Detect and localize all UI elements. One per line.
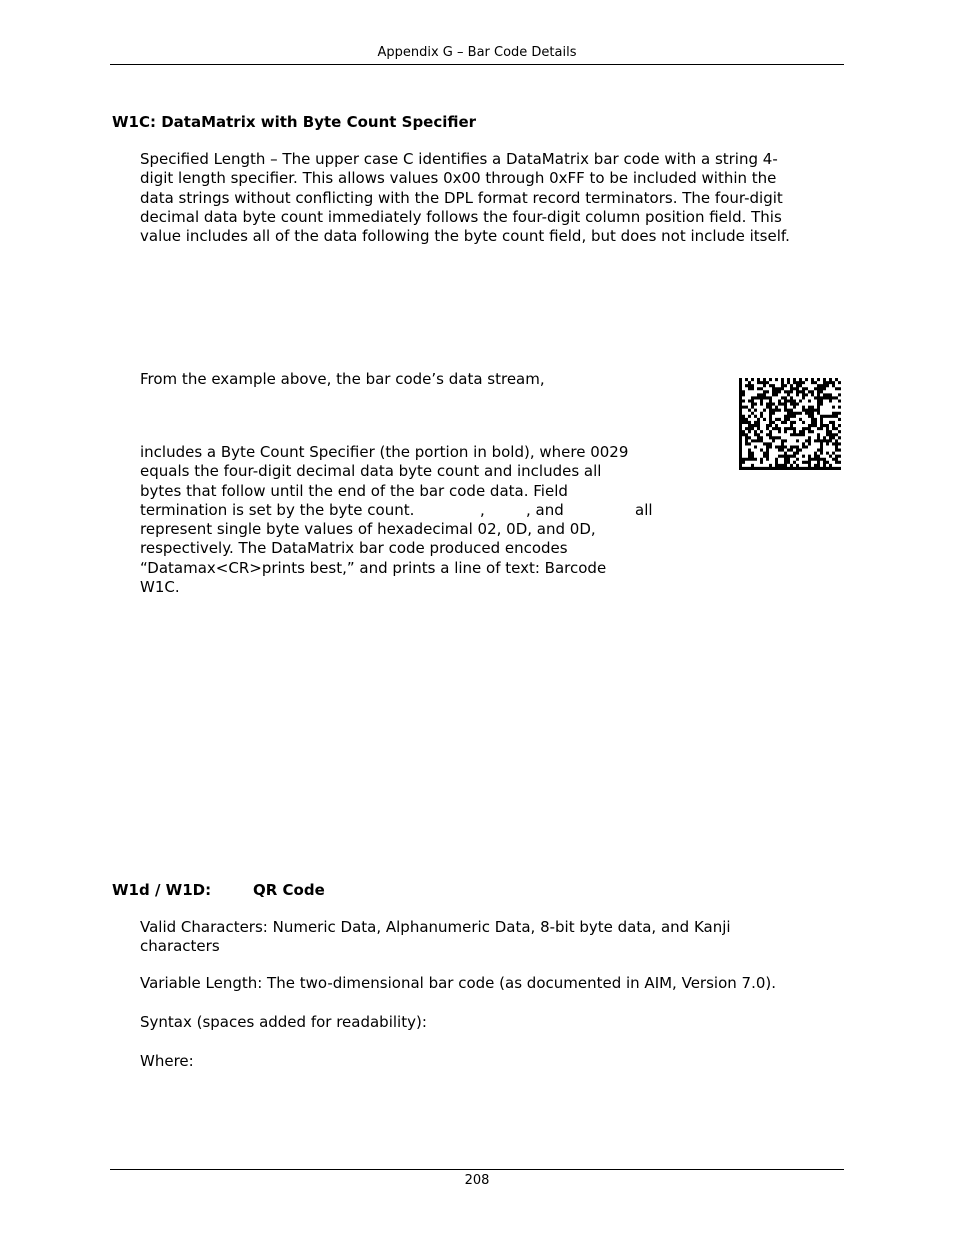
w1c-description: [140, 150, 790, 246]
explanation-line: includes a Byte Count Specifier (the portion in bold), where 0029: [140, 443, 629, 461]
explanation-line: W1C.: [140, 578, 180, 597]
example-intro: From the example above, the bar code’s data stream,: [140, 370, 545, 388]
explanation-line: “Datamax<CR>prints best,” and prints a line of text: Barcode: [140, 558, 607, 577]
inline-all: all: [635, 500, 653, 519]
explanation-line: bytes that follow until the end of the bar code data. Field: [140, 481, 568, 500]
description-line: digit length specifier. This allows values 0x00 through 0xFF to be included within the: [140, 169, 777, 188]
section-heading-w1d-code: W1d / W1D:: [112, 881, 212, 899]
valid-characters-line: characters: [140, 937, 220, 956]
datamatrix-barcode-image: [739, 378, 841, 470]
inline-comma: ,: [480, 500, 485, 519]
valid-characters: [140, 918, 731, 957]
syntax-label: Syntax (spaces added for readability):: [140, 1013, 427, 1031]
page-number: 208: [464, 1173, 490, 1188]
explanation-line: respectively. The DataMatrix bar code produced encodes: [140, 539, 568, 558]
explanation-line: represent single byte values of hexadecimal 02, 0D, and 0D,: [140, 520, 596, 539]
valid-characters-line: Valid Characters: Numeric Data, Alphanumeric Data, 8-bit byte data, and Kanji: [140, 918, 731, 936]
description-line: value includes all of the data following the byte count field, but does not include itself.: [140, 227, 790, 246]
page-header-title: Appendix G – Bar Code Details: [377, 45, 577, 60]
where-label: Where:: [140, 1052, 194, 1070]
w1c-explanation: [140, 443, 670, 597]
description-line: data strings without conflicting with the DPL format record terminators. The four-digit: [140, 188, 783, 207]
inline-and: , and: [526, 500, 564, 519]
description-line: Specified Length – The upper case C identifies a DataMatrix bar code with a string 4-: [140, 150, 778, 168]
section-heading-w1c: W1C: DataMatrix with Byte Count Specifier: [112, 113, 477, 131]
section-heading-w1d-name: QR Code: [253, 881, 325, 899]
variable-length: Variable Length: The two-dimensional bar code (as documented in AIM, Version 7.0).: [140, 974, 776, 992]
footer-rule: [110, 1169, 844, 1170]
explanation-line-termination: termination is set by the byte count. , , and all: [140, 500, 653, 519]
description-line: decimal data byte count immediately follows the four-digit column position field. This: [140, 207, 782, 226]
header-rule: [110, 64, 844, 65]
explanation-line: equals the four-digit decimal data byte count and includes all: [140, 462, 602, 481]
